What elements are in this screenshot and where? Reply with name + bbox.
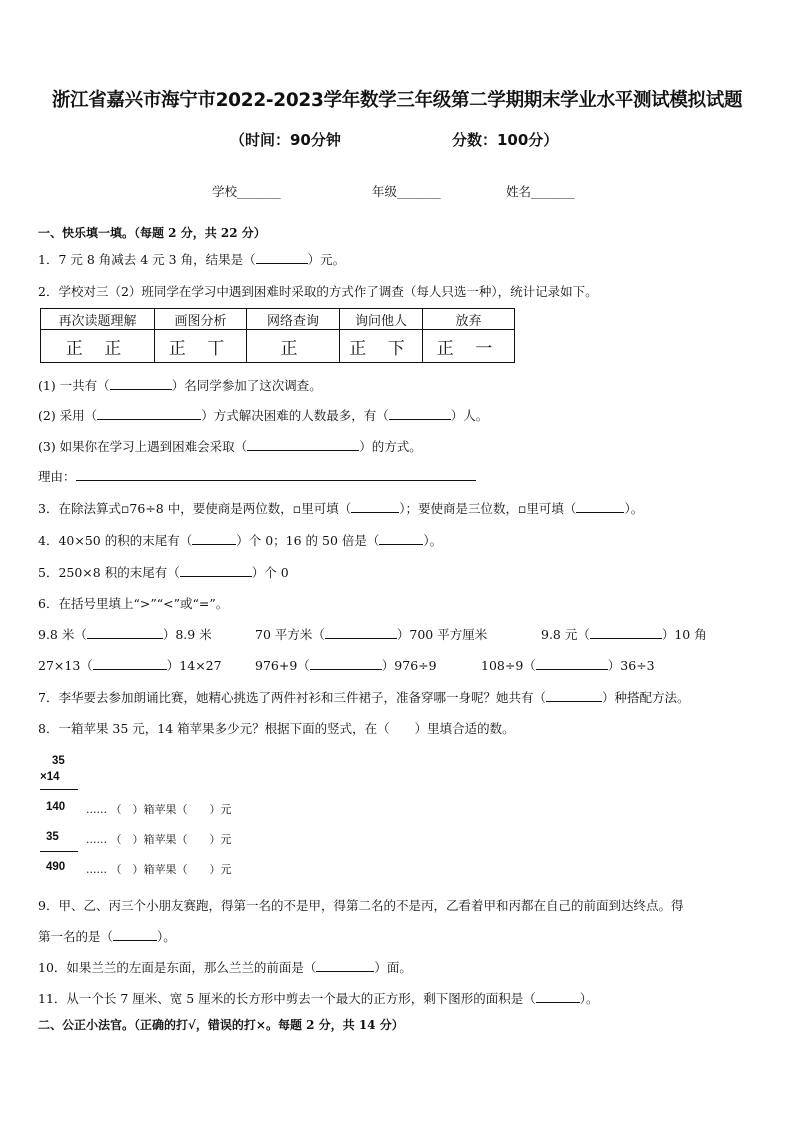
- tally-marks-cell: 正: [247, 330, 340, 363]
- q2-sub2-before: (2) 采用（: [38, 408, 98, 423]
- q1-text-after: ）元。: [307, 252, 346, 267]
- reason-label: 理由：: [38, 469, 76, 484]
- compare-left: 9.8 元（: [541, 627, 590, 642]
- question-10: [38, 958, 412, 976]
- compare-left: 976+9（: [255, 658, 310, 673]
- q2-sub2-blank-count[interactable]: [389, 408, 451, 420]
- q9-before: 第一名的是（: [38, 929, 114, 944]
- compare-blank[interactable]: [93, 658, 167, 670]
- q11-blank[interactable]: [536, 991, 580, 1003]
- question-11: [38, 989, 598, 1007]
- partial-note: ...... （ ）箱苹果（ ）元: [86, 803, 232, 816]
- partial-note: ...... （ ）箱苹果（ ）元: [86, 833, 232, 846]
- question-2-sub2: [38, 406, 488, 424]
- partial-product: 35: [46, 831, 59, 843]
- compare-item: [255, 625, 487, 643]
- q2-sub2-after: ）人。: [450, 408, 489, 423]
- compare-item: [38, 656, 222, 674]
- q10-before: 10．如果兰兰的左面是东面，那么兰兰的前面是（: [38, 960, 317, 975]
- multiplicand: 35: [52, 755, 65, 767]
- question-9-line1: 9．甲、乙、丙三个小朋友赛跑，得第一名的不是甲，得第二名的不是丙，乙看着甲和丙都在自己的前面到达终点。得: [38, 898, 684, 913]
- q4-blank-product[interactable]: [379, 533, 423, 545]
- compare-item: [38, 625, 212, 643]
- question-8-text: 8．一箱苹果 35 元，14 箱苹果多少元？根据下面的竖式，在（ ）里填合适的数。: [38, 721, 515, 736]
- reason-row: [38, 467, 476, 485]
- q4-blank-zeros[interactable]: [192, 533, 236, 545]
- q9-after: ）。: [157, 929, 176, 944]
- q7-after: ）种搭配方法。: [601, 690, 690, 705]
- question-1: [38, 250, 345, 268]
- question-2-sub1: [38, 376, 322, 394]
- time-label: （时间：90分钟: [230, 131, 341, 149]
- tally-marks-cell: 正 一: [423, 330, 515, 363]
- compare-left: 70 平方米（: [255, 627, 325, 642]
- q3-blank-two-digit[interactable]: [351, 501, 399, 513]
- tally-table: [40, 308, 515, 363]
- q10-blank[interactable]: [316, 960, 374, 972]
- q3-after: ）。: [624, 501, 644, 516]
- question-9-line2: [38, 927, 176, 945]
- q2-sub1-before: (1) 一共有（: [38, 378, 110, 393]
- calc-rule: [40, 789, 78, 790]
- q2-sub3-before: (3) 如果你在学习上遇到困难会采取（: [38, 439, 248, 454]
- section2-heading: 二、公正小法官。（正确的打√，错误的打×。每题 2 分，共 14 分）: [38, 1018, 404, 1032]
- tally-header-cell: 放弃: [423, 309, 515, 330]
- q5-before: 5．250×8 积的末尾有（: [38, 565, 180, 580]
- q11-after: ）。: [579, 991, 599, 1006]
- q7-blank[interactable]: [546, 690, 602, 702]
- question-4: [38, 531, 442, 549]
- calc-rule: [40, 851, 78, 852]
- question-2-text: 2．学校对三（2）班同学在学习中遇到困难时采取的方式作了调查（每人只选一种），统计记录如下。: [38, 284, 598, 299]
- compare-right: ）36÷3: [607, 658, 655, 673]
- tally-marks-cell: 正 丅: [155, 330, 247, 363]
- question-6-text: 6．在括号里填上“>”“<”或“=”。: [38, 596, 229, 611]
- section1-heading: 一、快乐填一填。（每题 2 分，共 22 分）: [38, 226, 266, 240]
- question-2-sub3: [38, 437, 422, 455]
- q4-before: 4．40×50 的积的末尾有（: [38, 533, 193, 548]
- page-title: 浙江省嘉兴市海宁市2022-2023学年数学三年级第二学期期末学业水平测试模拟试题: [51, 90, 743, 111]
- q2-sub3-blank[interactable]: [247, 439, 359, 451]
- q2-sub2-mid: ）方式解决困难的人数最多，有（: [201, 408, 389, 423]
- tally-header-row: [41, 309, 515, 330]
- compare-blank[interactable]: [310, 658, 382, 670]
- compare-left: 27×13（: [38, 658, 93, 673]
- compare-left: 108÷9（: [481, 658, 536, 673]
- compare-right: ）976÷9: [381, 658, 437, 673]
- tally-marks-cell: 正 正: [41, 330, 155, 363]
- tally-header-cell: 再次读题理解: [41, 309, 155, 330]
- grade-field: 年级_______: [372, 184, 441, 199]
- tally-marks-row: [41, 330, 515, 363]
- q10-after: ）面。: [374, 960, 412, 975]
- tally-header-cell: 询问他人: [340, 309, 423, 330]
- compare-right: ）8.9 米: [162, 627, 212, 642]
- q3-before: 3．在除法算式▫76÷8 中，要使商是两位数，▫里可填（: [38, 501, 352, 516]
- q5-blank[interactable]: [180, 565, 252, 577]
- compare-left: 9.8 米（: [38, 627, 87, 642]
- tally-header-cell: 网络查询: [247, 309, 340, 330]
- compare-item: [481, 656, 655, 674]
- q1-text-before: 1．7 元 8 角减去 4 元 3 角，结果是（: [38, 252, 256, 267]
- compare-right: ）10 角: [661, 627, 707, 642]
- q2-sub3-after: ）的方式。: [359, 439, 422, 454]
- compare-blank[interactable]: [87, 627, 163, 639]
- q1-blank[interactable]: [256, 252, 308, 264]
- compare-item: [541, 625, 707, 643]
- q9-blank[interactable]: [113, 929, 157, 941]
- question-5: [38, 563, 289, 581]
- compare-blank[interactable]: [325, 627, 397, 639]
- compare-blank[interactable]: [536, 658, 608, 670]
- q2-sub1-after: ）名同学参加了这次调查。: [171, 378, 322, 393]
- name-field: 姓名_______: [506, 184, 575, 199]
- question-7: [38, 688, 689, 706]
- q2-sub2-blank-method[interactable]: [97, 408, 201, 420]
- tally-header-cell: 画图分析: [155, 309, 247, 330]
- tally-marks-cell: 正 下: [340, 330, 423, 363]
- q11-before: 11．从一个长 7 厘米、宽 5 厘米的长方形中剪去一个最大的正方形，剩下图形的面积是（: [38, 991, 536, 1006]
- score-label: 分数：100分）: [452, 131, 559, 149]
- compare-blank[interactable]: [590, 627, 662, 639]
- q7-before: 7．李华要去参加朗诵比赛，她精心挑选了两件衬衫和三件裙子，准备穿哪一身呢？她共有（: [38, 690, 546, 705]
- q4-mid: ）个 0；16 的 50 倍是（: [236, 533, 380, 548]
- school-field: 学校_______: [212, 184, 281, 199]
- compare-right: ）700 平方厘米: [396, 627, 488, 642]
- question-3: [38, 499, 643, 517]
- final-product: 490: [46, 861, 66, 873]
- q2-sub1-blank[interactable]: [110, 378, 172, 390]
- q3-blank-three-digit[interactable]: [576, 501, 624, 513]
- compare-item: [255, 656, 437, 674]
- reason-blank[interactable]: [76, 469, 476, 481]
- multiplier: ×14: [40, 771, 60, 783]
- q5-after: ）个 0: [251, 565, 289, 580]
- partial-note: ...... （ ）箱苹果（ ）元: [86, 863, 232, 876]
- partial-product: 140: [46, 801, 66, 813]
- compare-right: ）14×27: [166, 658, 222, 673]
- q4-after: ）。: [423, 533, 443, 548]
- q3-mid: ）；要使商是三位数，▫里可填（: [399, 501, 577, 516]
